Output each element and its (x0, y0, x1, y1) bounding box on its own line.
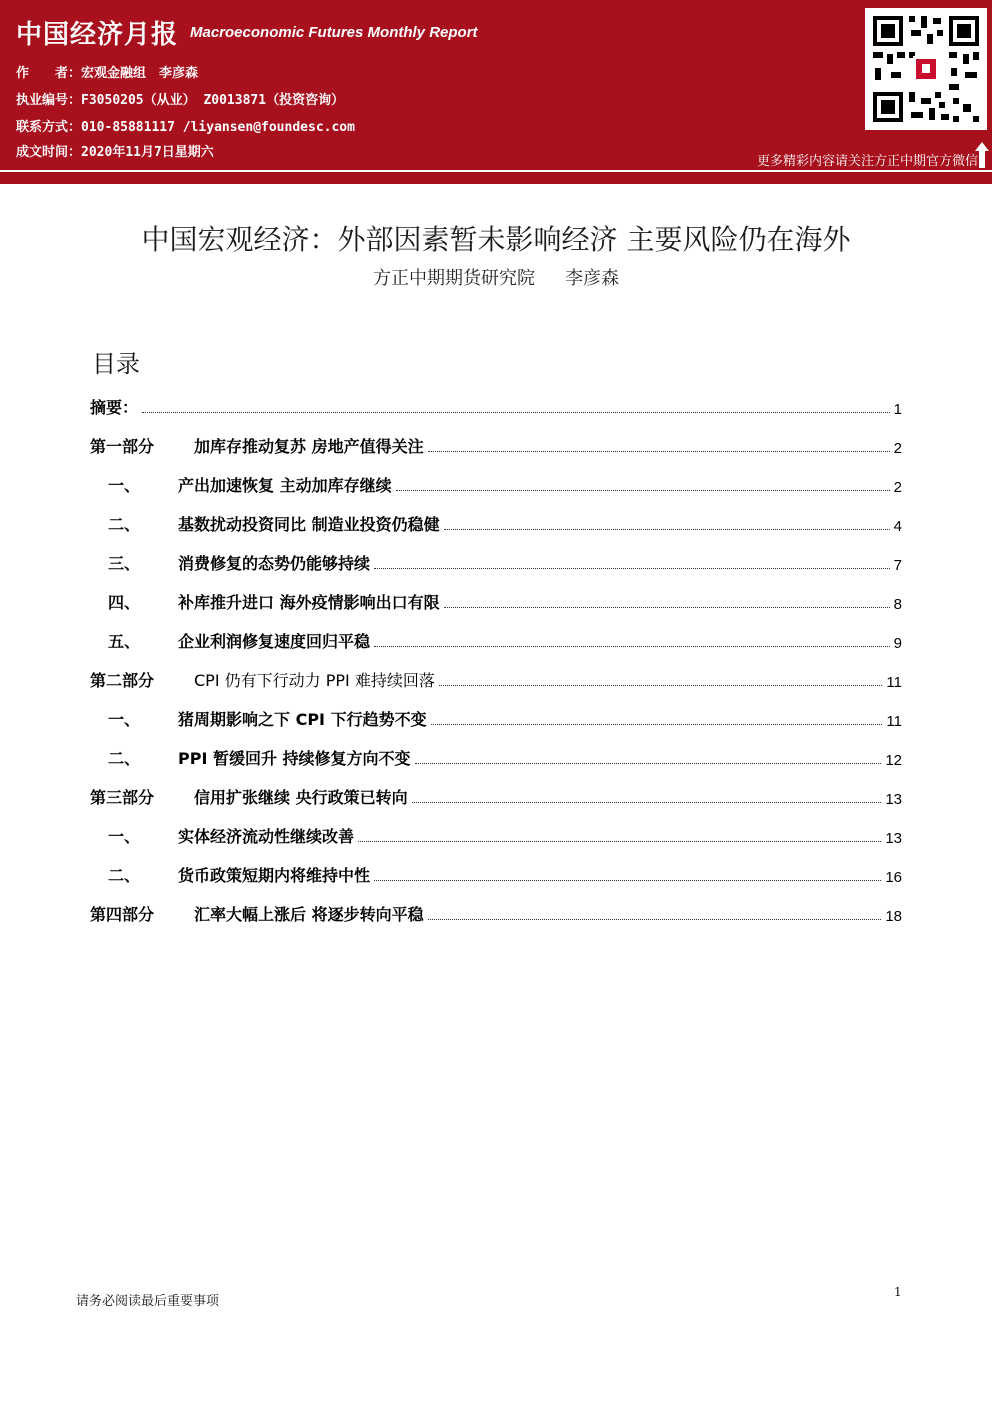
institution-name: 方正中期期货研究院 (373, 268, 535, 289)
toc-entry-page: 18 (885, 908, 902, 925)
contact-meta (16, 116, 355, 135)
toc-entry-summary[interactable] (90, 392, 902, 418)
meta-value: 010-85881117 /liyansen@foundesc.com (81, 120, 355, 135)
toc-entry-title: 基数扰动投资同比 制造业投资仍稳健 (178, 515, 440, 534)
toc-entry-1-3[interactable] (90, 548, 902, 574)
toc-entry-title: 加库存推动复苏 房地产值得关注 (194, 437, 424, 456)
dot-leader (396, 489, 890, 491)
toc-entry-3-1[interactable] (90, 821, 902, 847)
toc-entry-part-3[interactable] (90, 782, 902, 808)
meta-value: 2020年11月7日星期六 (81, 145, 214, 160)
toc-entry-title: 实体经济流动性继续改善 (178, 827, 355, 846)
toc-entry-number: 摘要： (90, 398, 139, 417)
toc-entry-1-5[interactable] (90, 626, 902, 652)
page-number: 1 (894, 1285, 902, 1299)
toc-entry-part-4[interactable] (90, 899, 902, 925)
dot-leader (428, 450, 890, 452)
toc-entry-title: 企业利润修复速度回归平稳 (178, 632, 371, 651)
toc-entry-number: 二、 (108, 749, 141, 768)
toc-heading: 目录 (92, 350, 140, 378)
banner-divider (0, 172, 992, 184)
toc-entry-2-2[interactable] (90, 743, 902, 769)
toc-entry-title: 消费修复的态势仍能够持续 (178, 554, 371, 573)
toc-entry-page: 8 (893, 596, 902, 613)
toc-entry-number: 二、 (108, 515, 141, 534)
toc-entry-page: 2 (893, 440, 902, 457)
toc-entry-title: 猪周期影响之下 CPI 下行趋势不变 (178, 710, 427, 729)
toc-entry-number: 三、 (108, 554, 141, 573)
report-series-title: 中国经济月报 (16, 20, 179, 50)
toc-entry-number: 四、 (108, 593, 141, 612)
toc-entry-page: 13 (885, 791, 902, 808)
toc-entry-page: 1 (893, 401, 902, 418)
toc-entry-title: 信用扩张继续 央行政策已转向 (194, 788, 408, 807)
dot-leader (444, 528, 890, 530)
toc-entry-part-1[interactable] (90, 431, 902, 457)
toc-entry-number: 第三部分 (90, 788, 155, 807)
toc-entry-number: 一、 (108, 827, 141, 846)
wechat-qr-code[interactable] (865, 8, 987, 130)
dot-leader (358, 840, 881, 842)
dot-leader (374, 645, 890, 647)
report-title: 中国宏观经济：外部因素暂未影响经济 主要风险仍在海外 (141, 223, 851, 256)
toc-entry-number: 一、 (108, 476, 141, 495)
meta-label: 联系方式： (16, 120, 82, 135)
disclaimer-note: 请务必阅读最后重要事项 (76, 1294, 220, 1309)
meta-label: 作 者： (16, 66, 82, 81)
author-meta (16, 62, 198, 81)
toc-entry-title: 货币政策短期内将维持中性 (178, 866, 371, 885)
date-meta (16, 141, 214, 160)
toc-entry-title: PPI 暂缓回升 持续修复方向不变 (178, 749, 411, 768)
toc-entry-title: 汇率大幅上涨后 将逐步转向平稳 (194, 905, 424, 924)
arrow-up-icon (975, 142, 989, 168)
toc-entry-part-2[interactable] (90, 665, 902, 691)
toc-entry-title: 补库推升进口 海外疫情影响出口有限 (178, 593, 440, 612)
toc-entry-number: 五、 (108, 632, 141, 651)
toc-entry-title: CPI 仍有下行动力 PPI 难持续回落 (194, 671, 435, 690)
toc-entry-3-2[interactable] (90, 860, 902, 886)
toc-entry-2-1[interactable] (90, 704, 902, 730)
meta-value: 宏观金融组 李彦森 (81, 66, 199, 81)
dot-leader (412, 801, 882, 803)
toc-entry-number: 二、 (108, 866, 141, 885)
toc-entry-1-1[interactable] (90, 470, 902, 496)
dot-leader (142, 411, 890, 413)
qr-code-icon (865, 8, 987, 130)
meta-label: 执业编号： (16, 93, 82, 108)
license-meta (16, 89, 344, 108)
author-line (0, 264, 992, 290)
toc-entry-number: 第一部分 (90, 437, 155, 456)
toc-entry-page: 12 (885, 752, 902, 769)
dot-leader (374, 879, 881, 881)
meta-value: F3050205（从业） Z0013871（投资咨询） (81, 93, 345, 108)
wechat-follow-note: 更多精彩内容请关注方正中期官方微信 (756, 154, 978, 169)
toc-entry-page: 2 (893, 479, 902, 496)
toc-entry-page: 4 (893, 518, 902, 535)
toc-entry-page: 7 (893, 557, 902, 574)
toc-entry-1-2[interactable] (90, 509, 902, 535)
meta-label: 成文时间： (16, 145, 82, 160)
toc-entry-page: 11 (886, 674, 902, 691)
dot-leader (431, 723, 883, 725)
toc-entry-number: 第四部分 (90, 905, 155, 924)
report-series-subtitle: Macroeconomic Futures Monthly Report (190, 24, 478, 41)
dot-leader (374, 567, 890, 569)
toc-entry-title: 产出加速恢复 主动加库存继续 (178, 476, 392, 495)
toc-entry-page: 9 (893, 635, 902, 652)
toc-entry-page: 11 (886, 713, 902, 730)
toc-entry-number: 第二部分 (90, 671, 155, 690)
dot-leader (444, 606, 890, 608)
dot-leader (415, 762, 882, 764)
toc-entry-page: 13 (885, 830, 902, 847)
toc-entry-page: 16 (885, 869, 902, 886)
dot-leader (439, 684, 883, 686)
dot-leader (428, 918, 882, 920)
toc-entry-number: 一、 (108, 710, 141, 729)
toc-entry-1-4[interactable] (90, 587, 902, 613)
author-name: 李彦森 (565, 268, 619, 289)
